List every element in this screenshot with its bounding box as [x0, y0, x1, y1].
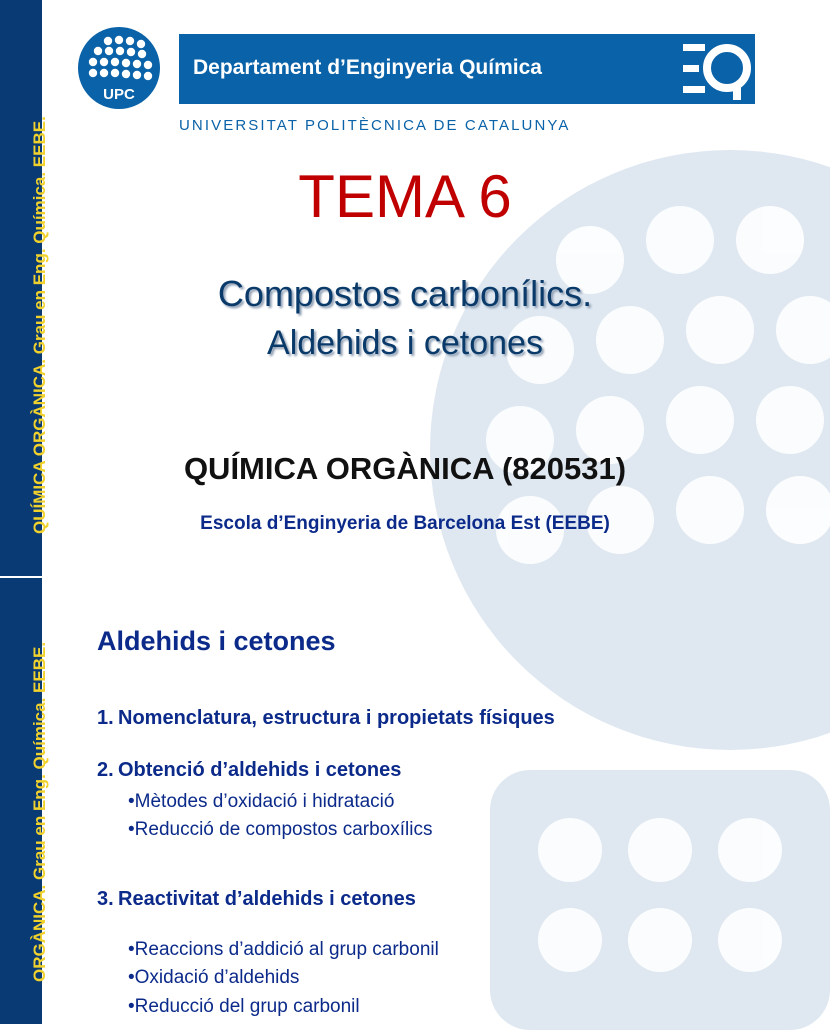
sidebar-strip-top: [0, 0, 49, 576]
outline-item-label: Reactivitat d’aldehids i cetones: [118, 888, 416, 910]
outline-item-label: Nomenclatura, estructura i propietats físiques: [118, 707, 555, 729]
sidebar-strip-bottom: [0, 576, 49, 1024]
school-name: Escola d’Enginyeria de Barcelona Est (EEBE): [200, 513, 610, 534]
outline-item-1: [97, 707, 555, 730]
outline-subitem: •Reaccions d’addició al grup carbonil: [128, 939, 439, 960]
eq-logo: [677, 34, 755, 104]
outline-item-3: [97, 888, 416, 911]
outline-item-number: 3.: [97, 888, 114, 910]
outline-item-label: Obtenció d’aldehids i cetones: [118, 759, 402, 781]
sidebar-course-label: QUÍMICA ORGÀNICA. Grau en Eng. Química. EEBE.: [30, 116, 49, 534]
topic-title: Compostos carbonílics.: [217, 273, 593, 314]
university-name: UNIVERSITAT POLITÈCNICA DE CATALUNYA: [179, 117, 571, 134]
topic-number: TEMA 6: [298, 163, 512, 230]
department-banner: [179, 34, 755, 104]
outline-subitem: •Oxidació d’aldehids: [128, 967, 300, 988]
upc-logo: [78, 27, 160, 109]
outline-heading: Aldehids i cetones: [97, 626, 336, 656]
svg-text:UPC: UPC: [103, 86, 135, 103]
outline-item-number: 2.: [97, 759, 114, 781]
outline-item-2: [97, 759, 401, 782]
department-name: Departament d’Enginyeria Química: [193, 56, 542, 79]
sidebar-course-label-repeat: ORGÀNICA. Grau en Eng. Química. EEBE.: [30, 641, 49, 982]
outline-subitem: •Mètodes d’oxidació i hidratació: [128, 791, 395, 812]
outline-item-number: 1.: [97, 707, 114, 729]
outline-subitem: •Reducció de compostos carboxílics: [128, 819, 433, 840]
topic-subtitle: Aldehids i cetones: [267, 324, 543, 362]
outline-subitem: •Reducció del grup carbonil: [128, 996, 360, 1017]
course-name: QUÍMICA ORGÀNICA (820531): [183, 451, 627, 486]
